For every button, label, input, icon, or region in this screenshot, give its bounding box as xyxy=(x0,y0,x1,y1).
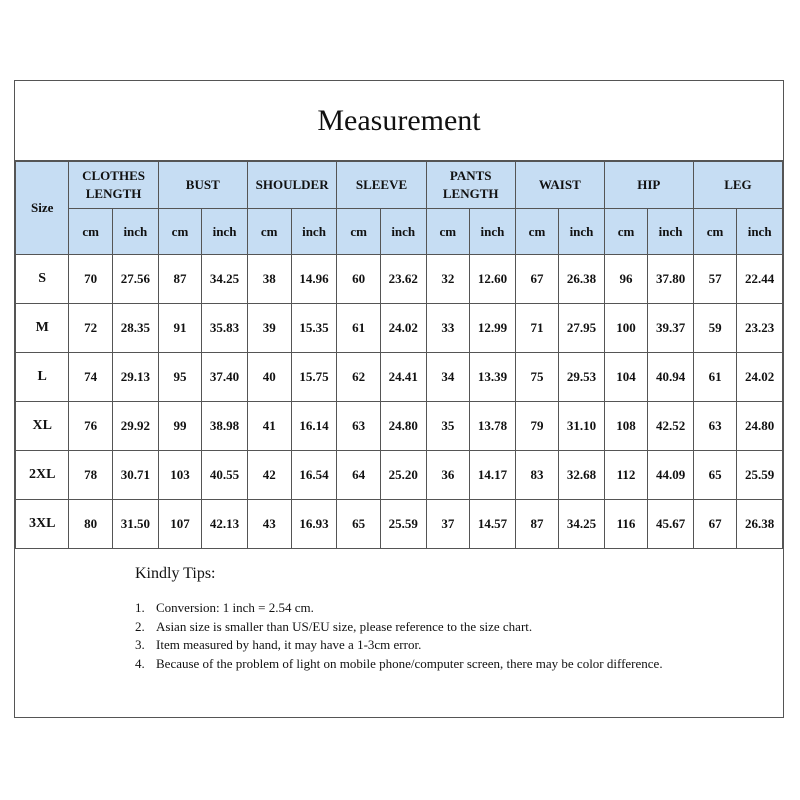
size-label: XL xyxy=(16,402,69,451)
unit-header-cm: cm xyxy=(604,209,647,255)
measurement-cell: 67 xyxy=(693,500,736,549)
size-header: Size xyxy=(16,162,69,255)
measurement-cell: 24.02 xyxy=(737,353,783,402)
measurement-cell: 24.80 xyxy=(380,402,426,451)
measurement-cell: 65 xyxy=(337,500,380,549)
measurement-cell: 13.39 xyxy=(470,353,516,402)
measurement-cell: 38.98 xyxy=(202,402,248,451)
measurement-cell: 60 xyxy=(337,255,380,304)
size-label: 2XL xyxy=(16,451,69,500)
measurement-cell: 22.44 xyxy=(737,255,783,304)
unit-header-inch: inch xyxy=(202,209,248,255)
measurement-cell: 29.53 xyxy=(559,353,605,402)
measurement-cell: 16.93 xyxy=(291,500,337,549)
measurement-cell: 24.02 xyxy=(380,304,426,353)
measurement-cell: 100 xyxy=(604,304,647,353)
measurement-cell: 99 xyxy=(158,402,201,451)
measurement-cell: 14.96 xyxy=(291,255,337,304)
measurement-cell: 63 xyxy=(693,402,736,451)
tip-item xyxy=(135,599,663,618)
measurement-cell: 87 xyxy=(158,255,201,304)
tip-text: Item measured by hand, it may have a 1-3cm error. xyxy=(156,637,422,652)
measurement-cell: 103 xyxy=(158,451,201,500)
measurement-cell: 37 xyxy=(426,500,470,549)
measurement-cell: 39.37 xyxy=(648,304,694,353)
measurement-cell: 15.75 xyxy=(291,353,337,402)
table-row xyxy=(16,500,783,549)
measurement-cell: 37.40 xyxy=(202,353,248,402)
measurement-cell: 24.41 xyxy=(380,353,426,402)
measurement-cell: 25.59 xyxy=(737,451,783,500)
unit-header-cm: cm xyxy=(158,209,201,255)
measurement-cell: 42 xyxy=(247,451,291,500)
tip-item xyxy=(135,655,663,674)
measurement-cell: 42.13 xyxy=(202,500,248,549)
measurement-cell: 33 xyxy=(426,304,470,353)
measurement-cell: 40 xyxy=(247,353,291,402)
unit-header-cm: cm xyxy=(515,209,558,255)
measurement-cell: 45.67 xyxy=(648,500,694,549)
measurement-cell: 24.80 xyxy=(737,402,783,451)
measurement-cell: 91 xyxy=(158,304,201,353)
unit-header-inch: inch xyxy=(648,209,694,255)
measurement-cell: 116 xyxy=(604,500,647,549)
measurement-cell: 36 xyxy=(426,451,470,500)
table-row xyxy=(16,304,783,353)
measurement-cell: 35.83 xyxy=(202,304,248,353)
measurement-cell: 78 xyxy=(69,451,113,500)
measurement-cell: 107 xyxy=(158,500,201,549)
measurement-cell: 23.23 xyxy=(737,304,783,353)
measurement-cell: 71 xyxy=(515,304,558,353)
measurement-cell: 67 xyxy=(515,255,558,304)
measurement-cell: 16.14 xyxy=(291,402,337,451)
column-group-header: WAIST xyxy=(515,162,604,209)
measurement-cell: 65 xyxy=(693,451,736,500)
measurement-cell: 40.94 xyxy=(648,353,694,402)
measurement-cell: 32 xyxy=(426,255,470,304)
measurement-cell: 34.25 xyxy=(559,500,605,549)
measurement-cell: 83 xyxy=(515,451,558,500)
size-label: S xyxy=(16,255,69,304)
measurement-cell: 72 xyxy=(69,304,113,353)
measurement-cell: 32.68 xyxy=(559,451,605,500)
unit-header-cm: cm xyxy=(337,209,380,255)
tip-text: Conversion: 1 inch = 2.54 cm. xyxy=(156,600,314,615)
measurement-cell: 63 xyxy=(337,402,380,451)
column-group-header: CLOTHES LENGTH xyxy=(69,162,158,209)
column-group-header: SHOULDER xyxy=(247,162,337,209)
chart-title: Measurement xyxy=(15,81,783,161)
measurement-cell: 112 xyxy=(604,451,647,500)
measurement-cell: 23.62 xyxy=(380,255,426,304)
unit-header-inch: inch xyxy=(470,209,516,255)
measurement-cell: 80 xyxy=(69,500,113,549)
tip-item xyxy=(135,636,663,655)
measurement-cell: 70 xyxy=(69,255,113,304)
measurement-cell: 108 xyxy=(604,402,647,451)
measurement-cell: 34 xyxy=(426,353,470,402)
measurement-cell: 43 xyxy=(247,500,291,549)
measurement-cell: 30.71 xyxy=(112,451,158,500)
measurement-cell: 75 xyxy=(515,353,558,402)
measurement-cell: 16.54 xyxy=(291,451,337,500)
column-group-header: LEG xyxy=(693,162,782,209)
measurement-cell: 64 xyxy=(337,451,380,500)
measurement-cell: 35 xyxy=(426,402,470,451)
measurement-cell: 38 xyxy=(247,255,291,304)
size-label: M xyxy=(16,304,69,353)
measurement-cell: 57 xyxy=(693,255,736,304)
table-row xyxy=(16,402,783,451)
tip-number: 3. xyxy=(135,637,145,652)
measurement-cell: 31.10 xyxy=(559,402,605,451)
measurement-cell: 26.38 xyxy=(737,500,783,549)
measurement-cell: 40.55 xyxy=(202,451,248,500)
measurement-cell: 34.25 xyxy=(202,255,248,304)
measurement-cell: 27.56 xyxy=(112,255,158,304)
tip-number: 4. xyxy=(135,655,145,671)
tip-text: Asian size is smaller than US/EU size, please reference to the size chart. xyxy=(156,618,533,634)
measurement-cell: 62 xyxy=(337,353,380,402)
measurement-cell: 104 xyxy=(604,353,647,402)
tips-list xyxy=(135,599,663,673)
size-label: L xyxy=(16,353,69,402)
measurement-cell: 28.35 xyxy=(112,304,158,353)
column-group-header: HIP xyxy=(604,162,693,209)
measurement-cell: 59 xyxy=(693,304,736,353)
table-row xyxy=(16,451,783,500)
tip-text: Because of the problem of light on mobile phone/computer screen, there may be color difference. xyxy=(156,655,663,671)
unit-header-inch: inch xyxy=(737,209,783,255)
unit-header-cm: cm xyxy=(693,209,736,255)
unit-header-inch: inch xyxy=(559,209,605,255)
measurement-cell: 25.59 xyxy=(380,500,426,549)
tip-number: 1. xyxy=(135,600,145,615)
measurement-cell: 37.80 xyxy=(648,255,694,304)
tips-title: Kindly Tips: xyxy=(135,565,216,582)
measurement-cell: 31.50 xyxy=(112,500,158,549)
measurement-cell: 13.78 xyxy=(470,402,516,451)
measurement-cell: 39 xyxy=(247,304,291,353)
measurement-cell: 26.38 xyxy=(559,255,605,304)
table-row xyxy=(16,353,783,402)
measurement-cell: 44.09 xyxy=(648,451,694,500)
unit-header-cm: cm xyxy=(247,209,291,255)
table-row xyxy=(16,255,783,304)
unit-header-inch: inch xyxy=(112,209,158,255)
tip-number: 2. xyxy=(135,618,145,634)
size-label: 3XL xyxy=(16,500,69,549)
measurement-cell: 79 xyxy=(515,402,558,451)
size-table xyxy=(15,161,783,549)
measurement-cell: 74 xyxy=(69,353,113,402)
measurement-cell: 42.52 xyxy=(648,402,694,451)
unit-header-inch: inch xyxy=(291,209,337,255)
column-group-header: BUST xyxy=(158,162,247,209)
measurement-cell: 14.17 xyxy=(470,451,516,500)
kindly-tips xyxy=(123,551,703,709)
measurement-cell: 12.60 xyxy=(470,255,516,304)
tip-item xyxy=(135,618,663,637)
measurement-cell: 87 xyxy=(515,500,558,549)
unit-header-cm: cm xyxy=(426,209,470,255)
column-group-header: PANTS LENGTH xyxy=(426,162,515,209)
measurement-cell: 96 xyxy=(604,255,647,304)
measurement-cell: 61 xyxy=(337,304,380,353)
measurement-cell: 27.95 xyxy=(559,304,605,353)
size-chart xyxy=(14,80,784,718)
measurement-cell: 29.92 xyxy=(112,402,158,451)
unit-header-cm: cm xyxy=(69,209,113,255)
measurement-cell: 12.99 xyxy=(470,304,516,353)
measurement-cell: 15.35 xyxy=(291,304,337,353)
measurement-cell: 14.57 xyxy=(470,500,516,549)
measurement-cell: 95 xyxy=(158,353,201,402)
measurement-cell: 29.13 xyxy=(112,353,158,402)
column-group-header: SLEEVE xyxy=(337,162,426,209)
measurement-cell: 76 xyxy=(69,402,113,451)
unit-header-inch: inch xyxy=(380,209,426,255)
measurement-cell: 41 xyxy=(247,402,291,451)
measurement-cell: 61 xyxy=(693,353,736,402)
measurement-cell: 25.20 xyxy=(380,451,426,500)
